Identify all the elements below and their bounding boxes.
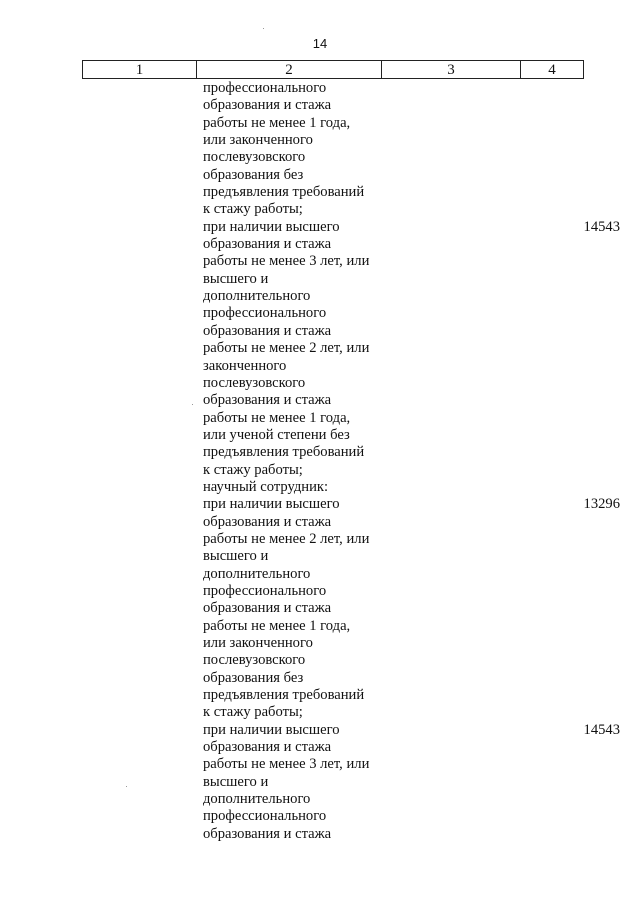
table-header-row [82,60,584,79]
scan-speck [126,786,127,787]
text-line: научный сотрудник: [203,478,329,495]
text-line: профессионального [203,305,327,322]
text-line: или законченного [203,132,313,149]
page-number: 14 [312,36,328,51]
text-line: предъявления требований [203,687,365,704]
text-line: предъявления требований [203,444,365,461]
text-line: послевузовского [203,652,306,669]
scan-speck [263,28,264,29]
column-header-1: 1 [83,61,197,78]
scan-speck [192,404,193,405]
salary-value: 13296 [583,496,620,513]
text-line: при наличии высшего [203,496,340,513]
text-line: образования и стажа [203,600,332,617]
text-line: к стажу работы; [203,461,303,478]
text-line: образования и стажа [203,513,332,530]
text-line: дополнительного [203,288,311,305]
text-line: образования без [203,166,304,183]
text-line: к стажу работы; [203,201,303,218]
text-line: профессионального [203,80,327,96]
text-line: законченного [203,357,287,374]
text-line: образования и стажа [203,97,332,114]
text-line: к стажу работы; [203,704,303,721]
column-header-4: 4 [548,62,556,78]
text-line: послевузовского [203,374,306,391]
text-line: работы не менее 1 года, [203,409,351,426]
salary-value: 14543 [583,218,620,235]
text-line: образования и стажа [203,236,332,253]
text-line: высшего и [203,548,269,565]
text-line: работы не менее 3 лет, или [203,253,370,270]
text-line: предъявления требований [203,184,365,201]
text-line: работы не менее 3 лет, или [203,756,370,773]
text-line: профессионального [203,808,327,825]
column-header-2: 2 [197,61,382,78]
text-line: работы не менее 2 лет, или [203,340,370,357]
text-line: высшего и [203,773,269,790]
text-line: работы не менее 1 года, [203,617,351,634]
text-line: образования без [203,669,304,686]
text-line: послевузовского [203,149,306,166]
text-line: образования и стажа [203,392,332,409]
text-line: при наличии высшего [203,218,340,235]
text-line: или ученой степени без [203,426,350,443]
text-line: при наличии высшего [203,721,340,738]
salary-value: 14543 [583,721,620,738]
text-line: дополнительного [203,565,311,582]
text-line: или законченного [203,635,313,651]
text-line: работы не менее 1 года, [203,114,351,131]
text-line: образования и стажа [203,322,332,339]
text-line: высшего и [203,270,269,287]
column-header-3: 3 [382,61,521,78]
text-line: образования и стажа [203,825,332,842]
text-line: образования и стажа [203,739,332,756]
text-line: дополнительного [203,791,311,808]
text-line: профессионального [203,582,327,599]
text-line: работы не менее 2 лет, или [203,530,370,547]
